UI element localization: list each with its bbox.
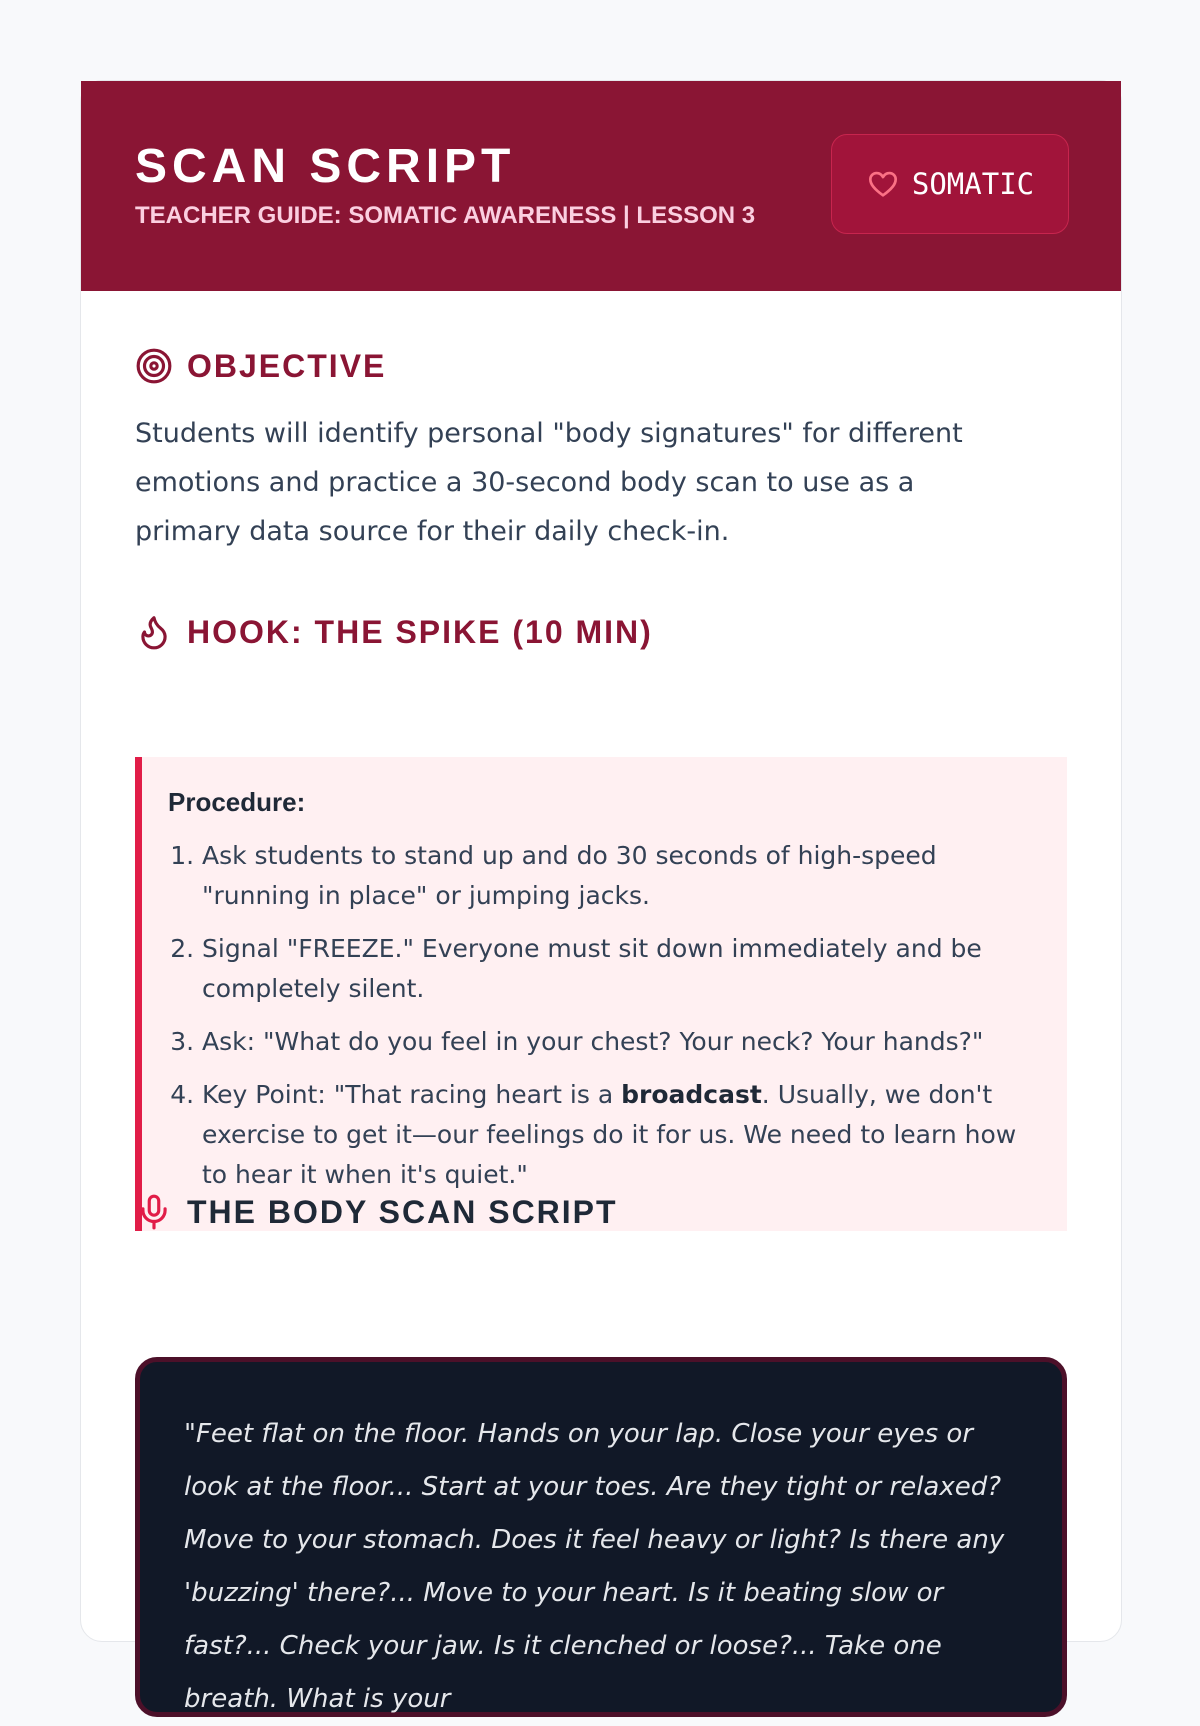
list-item	[202, 1075, 1027, 1195]
objective-text: Students will identify personal "body signatures" for different emotions and practice a 30-second body scan to use as a primary data source for their daily check-in.	[135, 418, 963, 547]
step4-text-end: . Usually, we don't exercise to get it—our feelings do it for us. We need to learn how to hear it when it's quiet."	[202, 1080, 1017, 1189]
hook-heading-label: HOOK: THE SPIKE (10 MIN)	[187, 613, 653, 650]
lesson-header	[81, 81, 1121, 291]
step4-emphasis: broadcast	[621, 1080, 762, 1109]
body-scan-heading	[135, 1193, 618, 1231]
page-subtitle: TEACHER GUIDE: SOMATIC AWARENESS | LESSON 3	[135, 202, 756, 229]
procedure-list	[168, 836, 1027, 1195]
list-item: 2. Signal "FREEZE." Everyone must sit down immediately and be completely silent.	[202, 929, 1027, 1009]
microphone-icon	[135, 1193, 173, 1231]
procedure-callout	[135, 757, 1067, 1231]
script-text: "Feet flat on the floor. Hands on your lap. Close your eyes or look at the floor... Start at your toes. Are they tight or relaxed? Move to your stomach. Does it feel heavy or light? Is there any 'buzzing' there?... Move to your heart. Is it beating slow or fast?... Check your jaw. Is it clenched or loose?... Take one breath. What is your	[184, 1419, 1005, 1714]
list-item: 3. Ask: "What do you feel in your chest? Your neck? Your hands?"	[202, 1022, 1027, 1062]
step4-text-start: Key Point: "That racing heart is a	[202, 1080, 622, 1109]
script-box	[135, 1357, 1067, 1717]
page-title: SCAN SCRIPT	[135, 140, 516, 193]
objective-heading	[135, 347, 386, 385]
target-icon	[135, 347, 173, 385]
list-item: 1. Ask students to stand up and do 30 seconds of high-speed "running in place" or jumping jacks.	[202, 836, 1027, 916]
heart-icon	[866, 168, 900, 200]
body-scan-heading-label: THE BODY SCAN SCRIPT	[187, 1193, 618, 1230]
lesson-card	[80, 80, 1122, 1714]
somatic-badge	[831, 134, 1069, 234]
hook-heading	[135, 613, 653, 651]
badge-label: SOMATIC	[911, 167, 1035, 201]
flame-icon	[135, 613, 173, 651]
procedure-title: Procedure:	[168, 787, 306, 817]
objective-heading-label: OBJECTIVE	[187, 347, 387, 384]
